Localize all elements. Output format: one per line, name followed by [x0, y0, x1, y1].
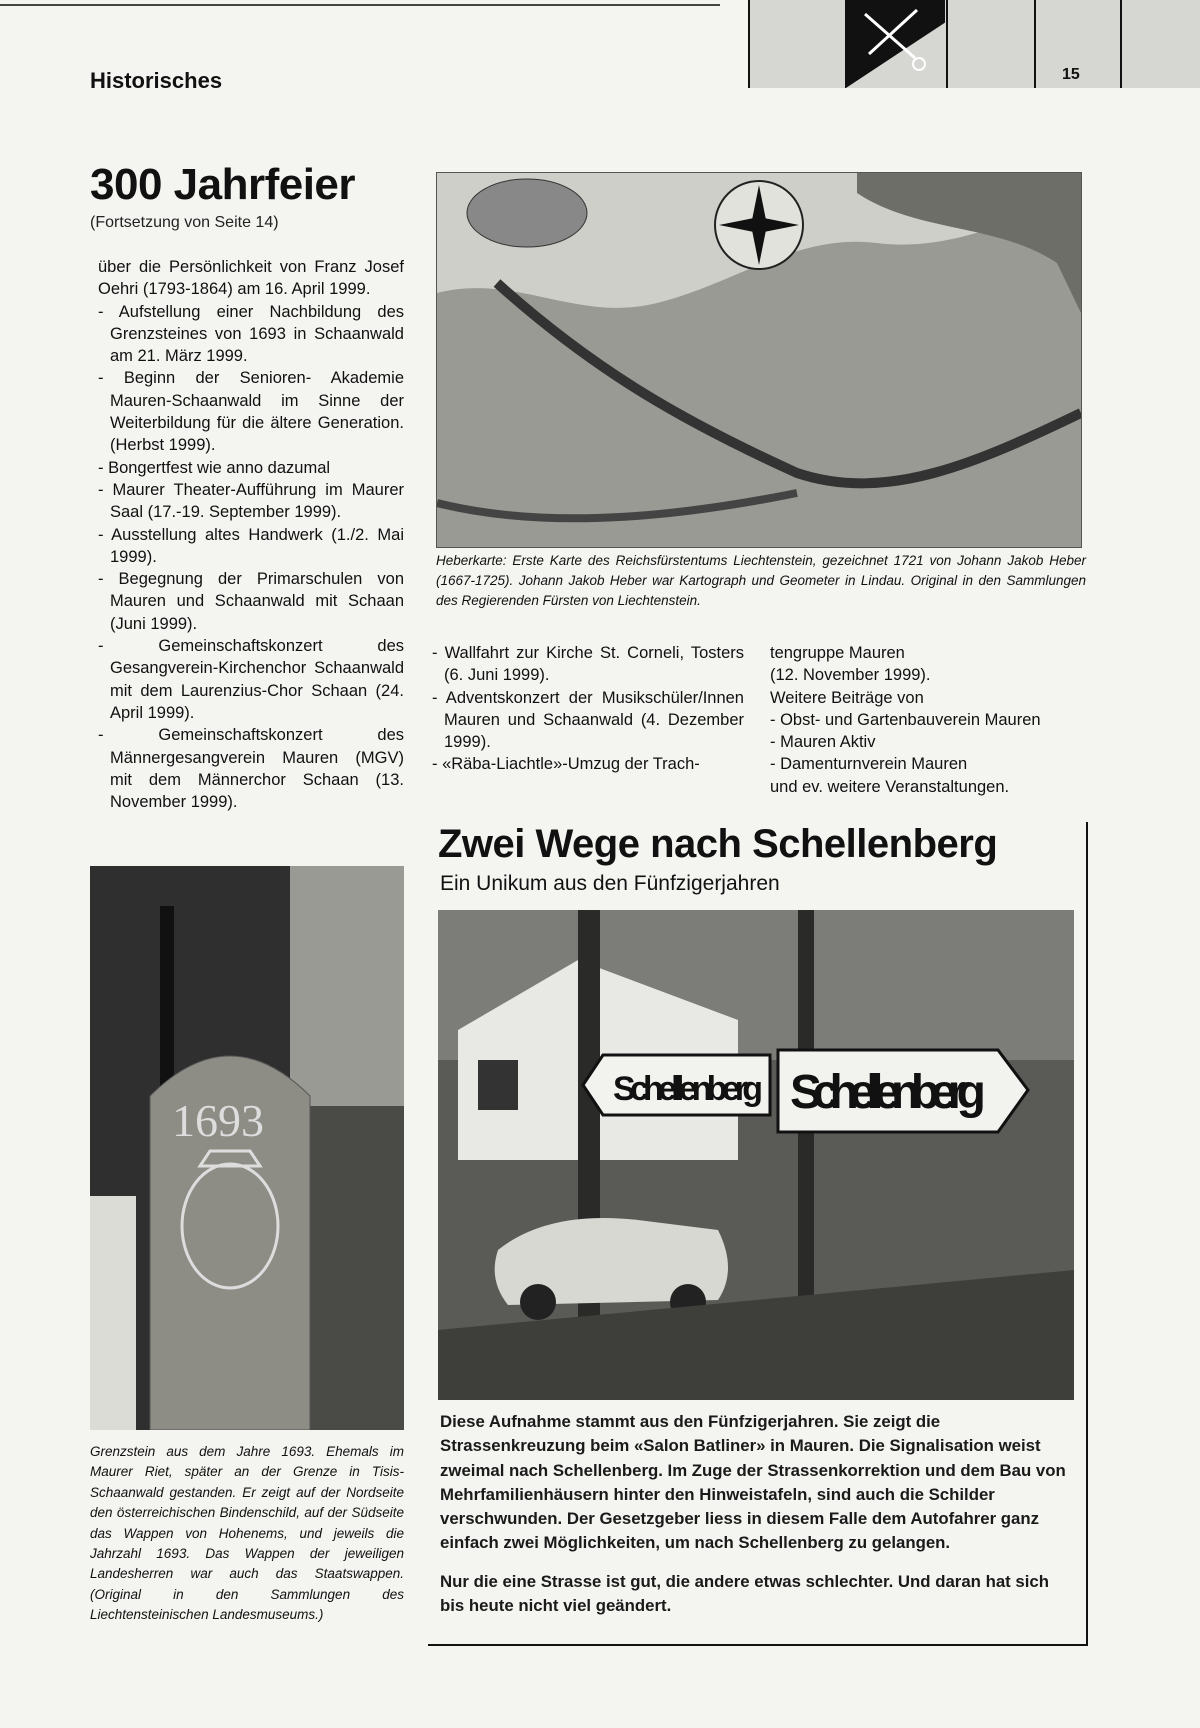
list-item: und ev. weitere Veranstaltungen. [770, 777, 1010, 796]
crossed-tools-emblem-icon [845, 0, 945, 88]
header-tab-bar [748, 0, 1200, 88]
article2-title: Zwei Wege nach Schellenberg [438, 822, 998, 866]
article-title: 300 Jahrfeier [90, 160, 356, 209]
schellenberg-signs-photo [438, 910, 1074, 1400]
event-list-left [98, 256, 404, 813]
list-item: - Obst- und Gartenbauverein Mauren [770, 710, 1041, 729]
list-item: Weitere Beiträge von [770, 688, 924, 707]
list-item: tengruppe Mauren [770, 644, 905, 662]
box-border [1086, 822, 1088, 1644]
box-border [428, 1644, 1088, 1646]
list-item: - Gemeinschaftskonzert des Gesangverein-Kirchenchor Schaanwald mit dem Laurenzius-Chor Schaan (24. April 1999). [98, 637, 404, 722]
list-item: - Ausstellung altes Handwerk (1./2. Mai 1999). [98, 525, 404, 566]
heber-map-image [436, 172, 1082, 548]
map-caption: Heberkarte: Erste Karte des Reichsfürstentums Liechtenstein, gezeichnet 1721 von Johann Jakob Heber (1667-1725). Johann Jakob Heber war Kartograph und Geometer in Lindau. Original in den Sammlungen des Regierenden Fürsten von Liechtenstein. [436, 553, 1086, 608]
sign-left-text: Schellenberg [613, 1070, 763, 1108]
list-item: über die Persönlichkeit von Franz Josef Oehri (1793-1864) am 16. April 1999. [98, 258, 404, 299]
article-subtitle: (Fortsetzung von Seite 14) [90, 214, 279, 231]
header-rule [0, 4, 720, 6]
list-item: - Adventskonzert der Musikschüler/Innen Mauren und Schaanwald (4. Dezember 1999). [432, 688, 744, 752]
list-item: - Damenturnverein Mauren [770, 755, 968, 774]
article2-subtitle: Ein Unikum aus den Fünfzigerjahren [440, 872, 780, 895]
list-item: - Gemeinschaftskonzert des Männergesangverein Mauren (MGV) mit dem Männerchor Schaan (13. November 1999). [98, 726, 404, 812]
list-item: - Beginn der Senioren- Akademie Mauren-Schaanwald im Sinne der Weiterbildung für die ältere Generation. (Herbst 1999). [98, 369, 404, 455]
list-item: - Bongertfest wie anno dazumal [98, 458, 331, 477]
boundary-stone-photo [90, 866, 404, 1430]
stone-year-text: 1693 [172, 1095, 264, 1146]
list-item: - Aufstellung einer Nachbildung des Grenzsteines von 1693 in Schaanwald am 21. März 1999. [98, 302, 404, 366]
page-number: 15 [1062, 66, 1080, 83]
paragraph: Diese Aufnahme stammt aus den Fünfzigerjahren. Sie zeigt die Strassenkreuzung beim «Salon Batliner» in Mauren. Die Signalisation weist zweimal nach Schellenberg. Im Zuge der Strassenkorrektion und dem Bau von Mehrfamilienhäusern hinter den Hinweistafeln, sind auch die Schilder verschwunden. Der Gesetzgeber liess in diesem Falle dem Autofahrer ganz einfach zwei Möglichkeiten, um nach Schellenberg zu gelangen. [440, 1412, 1066, 1553]
section-title: Historisches [90, 68, 223, 93]
list-item: - Maurer Theater-Aufführung im Maurer Saal (17.-19. September 1999). [98, 480, 404, 522]
list-item: - Mauren Aktiv [770, 733, 876, 752]
list-item: - Wallfahrt zur Kirche St. Corneli, Tosters (6. Juni 1999). [432, 644, 744, 685]
article2-body [440, 1410, 1076, 1632]
list-item: (12. November 1999). [770, 666, 931, 685]
stone-caption: Grenzstein aus dem Jahre 1693. Ehemals im Maurer Riet, später an der Grenze in Tisis-Schaanwald gestanden. Er zeigt auf der Nordseite den österreichischen Bindenschild, auf der Südseite das Wappen von Hohenems, und jeweils die Jahrzahl 1693. Das Wappen der jeweiligen Landesherren war auch das Staatswappen. (Original in den Sammlungen des Liechtensteinischen Landesmuseums.) [90, 1444, 404, 1623]
event-list-middle [432, 642, 744, 776]
list-item: - «Räba-Liachtle»-Umzug der Trach- [432, 755, 700, 774]
sign-right-text: Schellenberg [790, 1066, 986, 1119]
event-list-right [770, 642, 1090, 798]
paragraph: Nur die eine Strasse ist gut, die andere etwas schlechter. Und daran hat sich bis heute nicht viel geändert. [440, 1571, 1049, 1616]
list-item: - Begegnung der Primarschulen von Mauren und Schaanwald mit Schaan (Juni 1999). [98, 570, 404, 633]
